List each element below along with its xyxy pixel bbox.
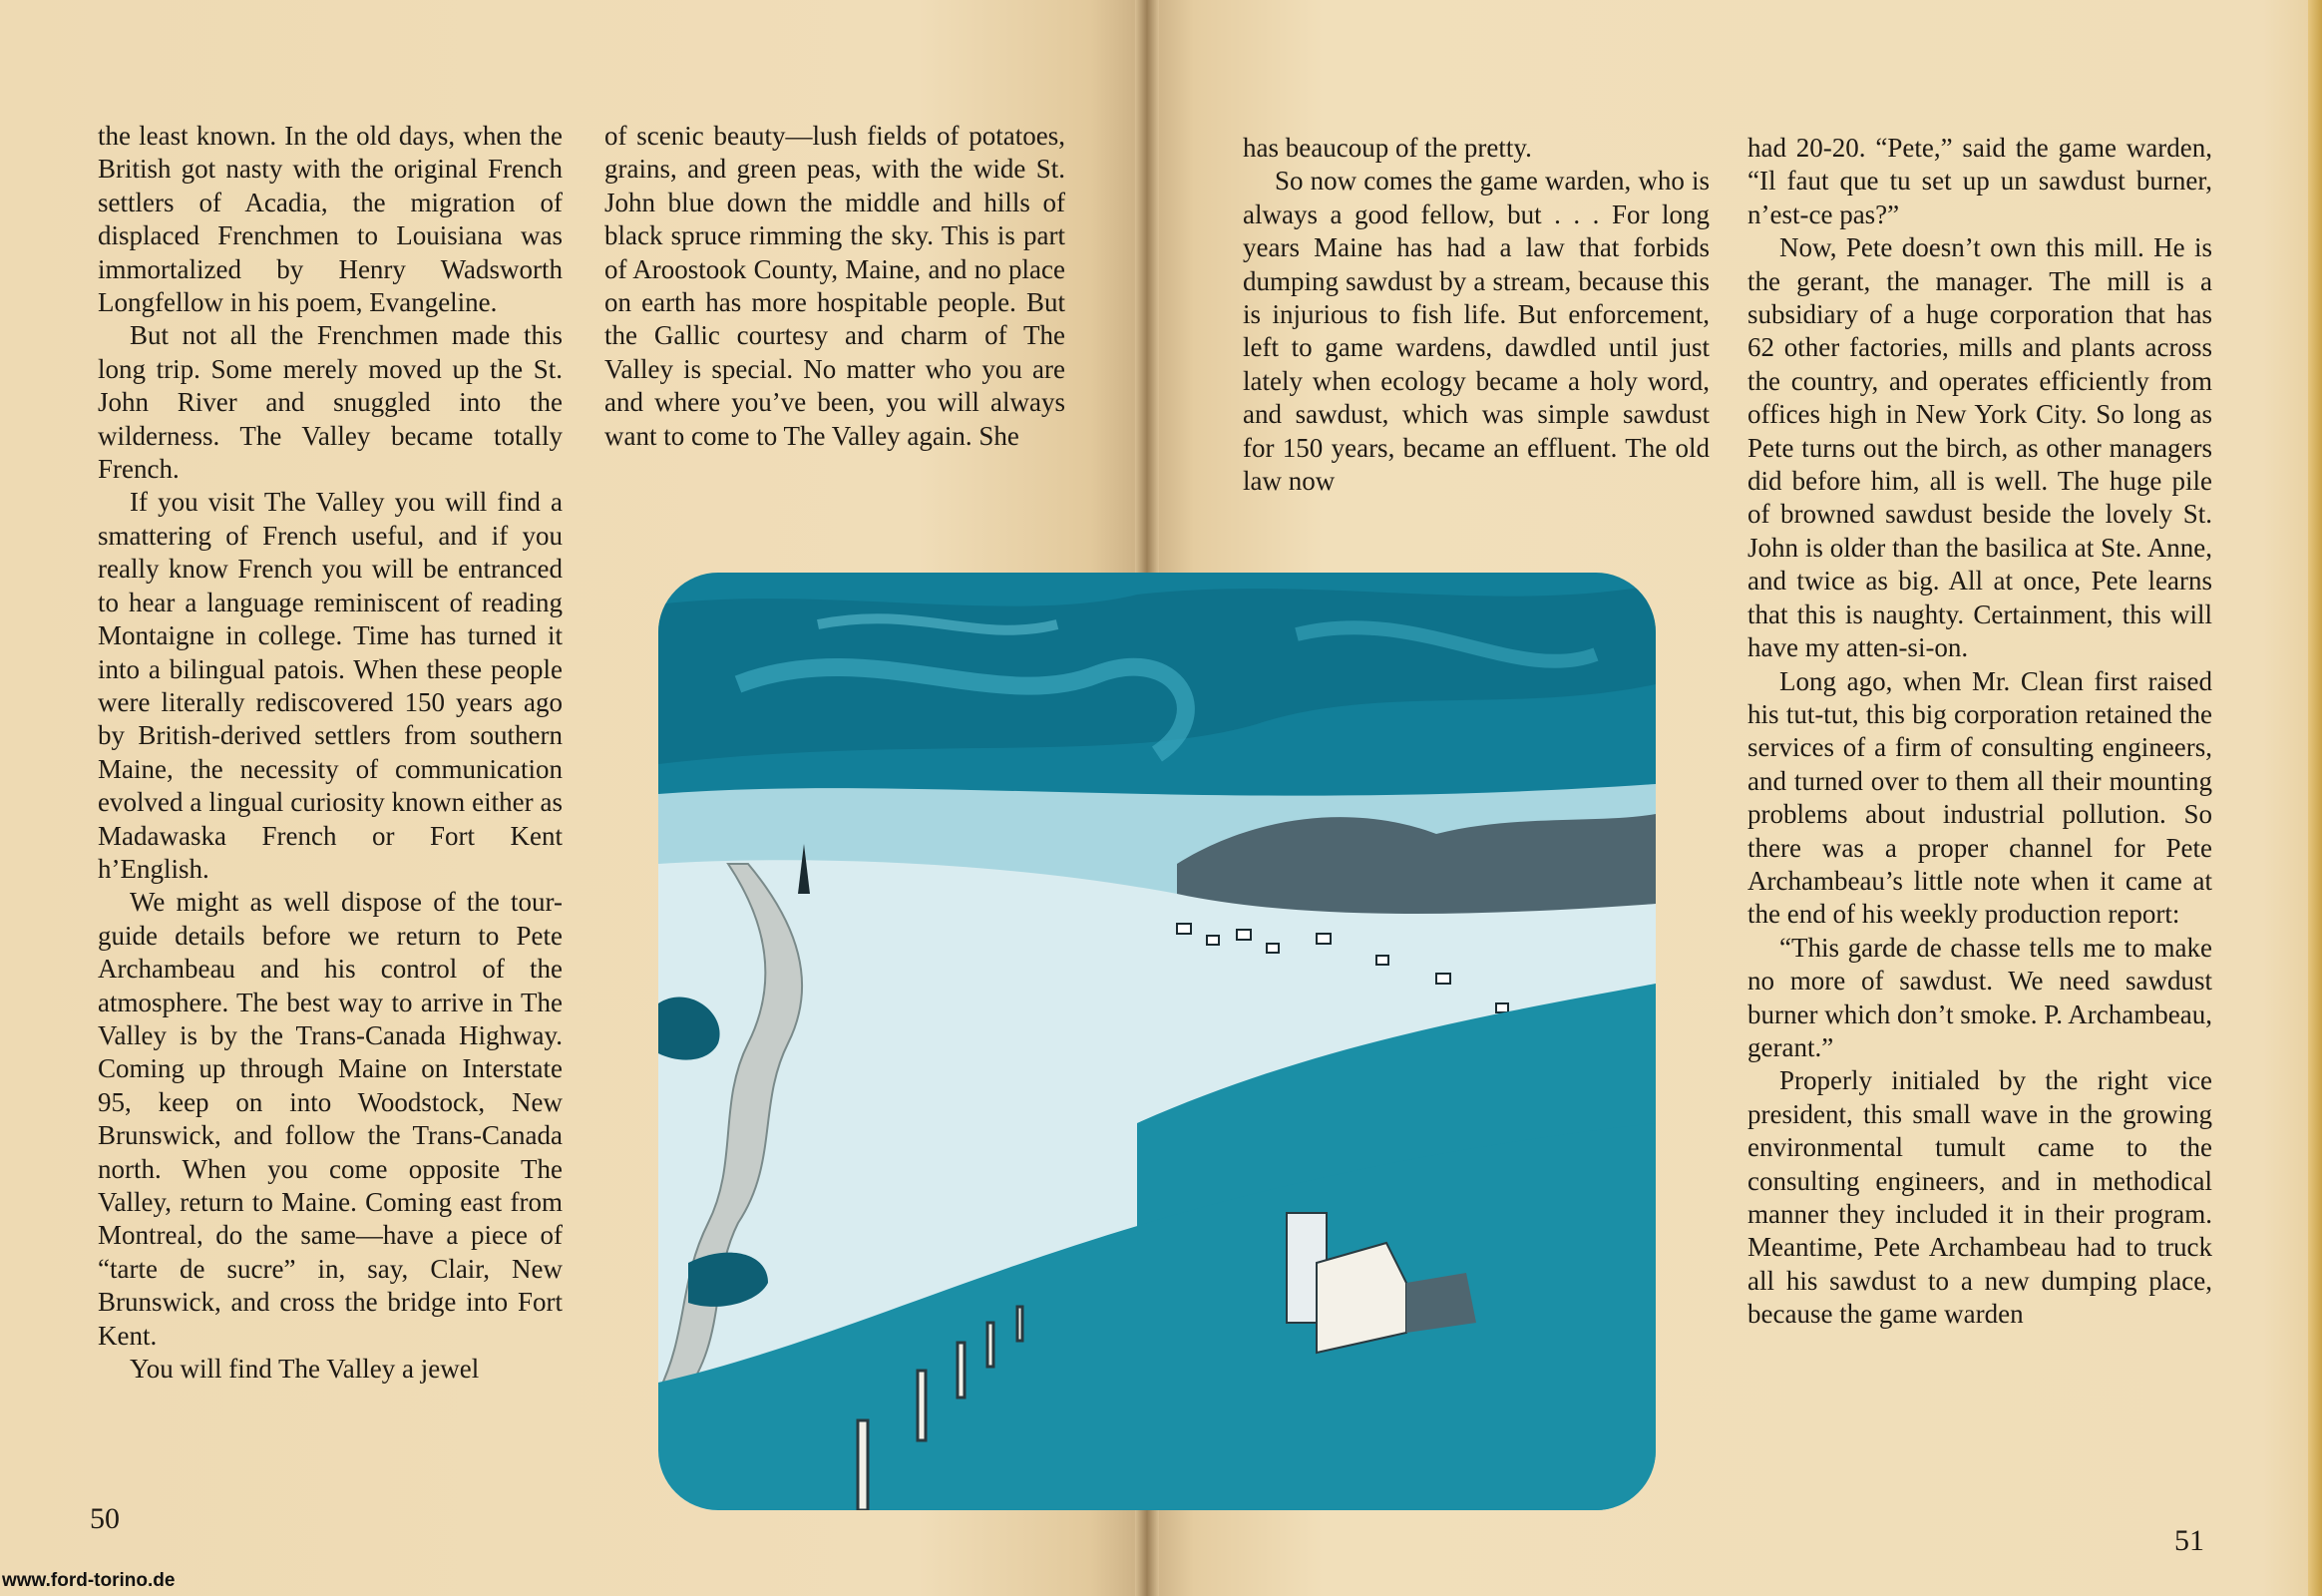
barn-wing (1406, 1273, 1476, 1333)
paragraph: had 20-20. “Pete,” said the game warden, “Il faut que tu set up un sawdust burner, n’est-ce pas?” (1747, 133, 2212, 229)
paragraph: “This garde de chasse tells me to make no more of sawdust. We need sawdust burner which don’t smoke. P. Archambeau, gerant.” (1747, 932, 2212, 1062)
paragraph: But not all the Frenchmen made this long trip. Some merely moved up the St. John River and snuggled into the wilderness. The Valley became totally French. (98, 320, 563, 485)
paragraph: You will find The Valley a jewel (130, 1354, 480, 1385)
text-column-3 (1243, 132, 1710, 498)
text-column-1 (98, 120, 563, 1386)
paragraph: We might as well dispose of the tour-guide details before we return to Pete Archambeau and his control of the atmosphere. The best way to arrive in The Valley is by the Trans-Canada Highway. Coming up through Maine on Interstate 95, keep on into Woodstock, New Brunswick, and follow the Trans-Canada north. When you come opposite The Valley, return to Maine. Coming east from Montreal, do the same—have a piece of “tarte de sucre” in, say, Clair, New Brunswick, and cross the bridge into Fort Kent. (98, 887, 563, 1351)
page-edge (2308, 0, 2322, 1596)
text-column-2 (604, 120, 1065, 453)
paragraph: Long ago, when Mr. Clean first raised his tut-tut, this big corporation retained the services of a firm of consulting engineers, and turned over to them all their mounting problems about industrial pollution. So there was a proper channel for Pete Archambeau’s little note when it came at the end of his weekly production report: (1747, 665, 2212, 930)
barn (1317, 1243, 1406, 1353)
paragraph: has beaucoup of the pretty. (1243, 133, 1532, 163)
valley-illustration (618, 565, 1676, 1520)
paragraph: of scenic beauty—lush fields of potatoes, grains, and green peas, with the wide St. John blue down the middle and hills of black spruce rimming the sky. This is part of Aroostook County, Maine, and no place on earth has more hospitable people. But the Gallic courtesy and charm of The Valley is special. No matter who you are and where you’ve been, you will always want to come to The Valley again. She (604, 121, 1065, 451)
paragraph: Properly initialed by the right vice president, this small wave in the growing environmental tumult came to the consulting engineers, and in methodical manner they included it in their program. Meantime, Pete Archambeau had to truck all his sawdust to a new dumping place, because the game warden (1747, 1065, 2212, 1330)
paragraph: Now, Pete doesn’t own this mill. He is the gerant, the manager. The mill is a subsidiary of a huge corporation that has 62 other factories, mills and plants across the country, and operates efficiently from offices high in New York City. So long as Pete turns out the birch, as other managers did before him, all is well. The huge pile of browned sawdust beside the lovely St. John is older than the basilica at Ste. Anne, and twice as big. All at once, Pete learns that this is naughty. Certainment, this will have my atten-si-on. (1747, 232, 2212, 663)
paragraph: If you visit The Valley you will find a smattering of French useful, and if you really know French you will be entranced to hear a language reminiscent of reading Montaigne in college. Time has turned it into a bilingual patois. When these people were literally rediscovered 150 years ago by British-derived settlers from southern Maine, the necessity of communication evolved a lingual curiosity known either as Madawaska French or Fort Kent h’English. (98, 487, 563, 884)
text-column-4 (1747, 132, 2212, 1332)
page-number-right: 51 (2174, 1524, 2204, 1557)
page-number-left: 50 (90, 1502, 120, 1535)
website-watermark: www.ford-torino.de (2, 1570, 176, 1591)
paragraph: So now comes the game warden, who is always a good fellow, but . . . For long years Maine has had a law that forbids dumping sawdust by a stream, because this is injurious to fish life. But enforcement, left to game wardens, dawdled until just lately when ecology became a holy word, and sawdust, which was simple sawdust for 150 years, became an effluent. The old law now (1243, 166, 1710, 497)
paragraph: the least known. In the old days, when the British got nasty with the original French settlers of Acadia, the migration of displaced Frenchmen to Louisiana was immortalized by Henry Wadsworth Longfellow in his poem, Evangeline. (98, 121, 563, 318)
